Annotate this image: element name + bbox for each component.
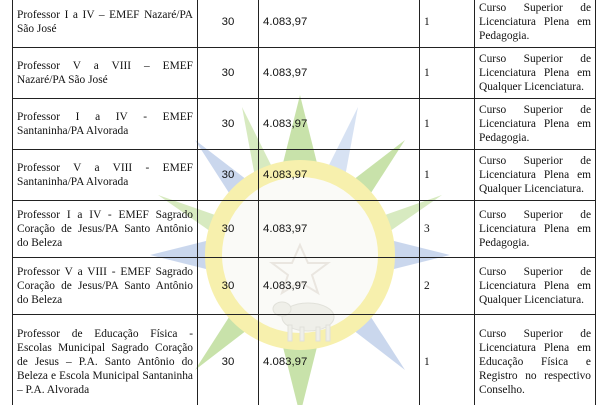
hours-cell: 30 [198, 201, 259, 258]
role-cell: Professor V a VIII - EMEF Santaninha/PA Alvorada [13, 150, 198, 201]
requirement-cell: Curso Superior de Licenciatura Plena em Pedagogia. [475, 0, 596, 48]
role-cell: Professor I a IV – EMEF Nazaré/PA São José [13, 0, 198, 48]
vacancies-cell: 1 [420, 150, 475, 201]
vacancies-cell: 1 [420, 48, 475, 99]
role-cell: Professor V a VIII - EMEF Sagrado Coração de Jesus/PA Santo Antônio do Beleza [13, 258, 198, 315]
requirement-cell: Curso Superior de Licenciatura Plena em Pedagogia. [475, 99, 596, 150]
requirement-cell: Curso Superior de Licenciatura Plena em Qualquer Licenciatura. [475, 258, 596, 315]
hours-cell: 30 [198, 99, 259, 150]
vacancies-cell: 1 [420, 315, 475, 405]
vacancies-table [12, 0, 596, 405]
role-cell: Professor I a IV - EMEF Santaninha/PA Alvorada [13, 99, 198, 150]
table-row [13, 48, 596, 99]
requirement-cell: Curso Superior de Licenciatura Plena em Pedagogia. [475, 201, 596, 258]
table-row [13, 315, 596, 405]
vacancies-table-body [13, 0, 596, 405]
salary-cell: 4.083,97 [259, 201, 420, 258]
hours-cell: 30 [198, 0, 259, 48]
salary-cell: 4.083,97 [259, 99, 420, 150]
role-cell: Professor I a IV - EMEF Sagrado Coração de Jesus/PA Santo Antônio do Beleza [13, 201, 198, 258]
table-row [13, 150, 596, 201]
table-row [13, 0, 596, 48]
salary-cell: 4.083,97 [259, 258, 420, 315]
role-cell: Professor de Educação Física - Escolas Municipal Sagrado Coração de Jesus – P.A. Santo Antônio do Beleza e Escola Municipal Santaninha – P.A. Alvorada [13, 315, 198, 405]
requirement-cell: Curso Superior de Licenciatura Plena em Qualquer Licenciatura. [475, 48, 596, 99]
hours-cell: 30 [198, 150, 259, 201]
salary-cell: 4.083,97 [259, 150, 420, 201]
vacancies-cell: 3 [420, 201, 475, 258]
table-row [13, 258, 596, 315]
requirement-cell: Curso Superior de Licenciatura Plena em Educação Física e Registro no respectivo Conselho. [475, 315, 596, 405]
hours-cell: 30 [198, 315, 259, 405]
hours-cell: 30 [198, 258, 259, 315]
requirement-cell: Curso Superior de Licenciatura Plena em Qualquer Licenciatura. [475, 150, 596, 201]
hours-cell: 30 [198, 48, 259, 99]
role-cell: Professor V a VIII – EMEF Nazaré/PA São José [13, 48, 198, 99]
salary-cell: 4.083,97 [259, 0, 420, 48]
vacancies-cell: 2 [420, 258, 475, 315]
table-row [13, 201, 596, 258]
vacancies-cell: 1 [420, 99, 475, 150]
table-row [13, 99, 596, 150]
vacancies-cell: 1 [420, 0, 475, 48]
salary-cell: 4.083,97 [259, 315, 420, 405]
salary-cell: 4.083,97 [259, 48, 420, 99]
